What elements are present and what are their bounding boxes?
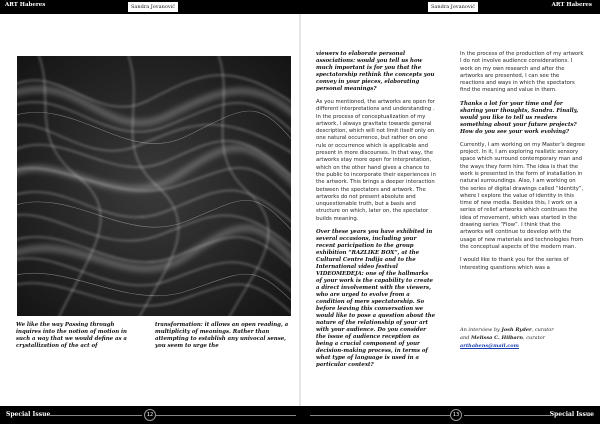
credit-line-1: An interview by Josh Ryder, curator [460, 327, 554, 333]
left-page-footer [0, 406, 300, 424]
magazine-title-left: ART Haberes [5, 2, 46, 8]
magazine-title-right: ART Haberes [551, 2, 592, 8]
footer-label-right: Special Issue [549, 411, 594, 418]
right-page-header [300, 0, 600, 14]
author-name-left: Sandra Jovanović [128, 2, 178, 12]
left-column-2 [155, 322, 290, 356]
left-page-header [0, 0, 300, 14]
footer-rule [464, 415, 550, 416]
footer-rule [156, 415, 296, 416]
answer-text: Currently, I am working on my Master’s degree project. In it, I am exploring realistic sensory space which surround contemporary man and the ways they form him. The idea is that the work is presented in the form of installation in natural surroundings. Also, I am working on the series of digital drawings called “Identity”, where I explore the value of identity in this time of new media. Besides this, I work on a series of relief artworks which continues the idea of movement, which was started in the drawing series “Flow”. I think that the artworks will continue to develop with the usage of new materials and technologies from the conceptual aspects of the modern man. [460, 141, 585, 250]
page-number-right: 13 [450, 409, 462, 421]
smoke-artwork-graphic [17, 56, 291, 316]
answer-text: I would like to thank you for the series of interesting questions which was a [460, 257, 569, 271]
page-number-left: 12 [144, 409, 156, 421]
right-page-footer [300, 406, 600, 424]
interviewer-name: Josh Ryder [501, 327, 532, 333]
interview-credits [460, 326, 590, 350]
page-gutter [299, 14, 301, 406]
author-name-right: Sandra Jovanović [428, 2, 478, 12]
question-text: viewers to elaborate personal associations: would you tell us how much important is for you that the spectatorship rethink the concepts you convey in your pieces, elaborating personal meanings? [316, 51, 435, 92]
question-text: Over these years you have exhibited in several occasions, including your recent paricipation to the group exhibition “RAZLIKE BOX”, at the Cultural Centre Inđija and to the International video festival VIDEOMEDEJA: one of the hallmarks of your work is the capability to create a direct involvement with the viewers, who are urged to evolve from a condition of mere spectatorship. So before leaving this conversation we would like to pose a question about the nature of the relationship of your art with your audience. Do you consider the issue of audience reception as being a crucial component of your decision-making process, in terms of what type of language is used in a particular context? [316, 229, 436, 369]
right-column-2 [460, 51, 585, 278]
question-text: transformation: it allows an open reading, a multiplicity of meanings. Rather than attempting to establish any univocal sense, you seem to urge the [155, 322, 289, 349]
question-text: Thanks a lot for your time and for sharing your thoughts, Sandra. Finally, would you like to tell us readers something about your future projects? How do you see your work evolving? [460, 100, 579, 135]
footer-label-left: Special Issue [6, 411, 51, 418]
footer-rule [50, 415, 142, 416]
artwork-image [17, 56, 291, 316]
email-link[interactable]: arthabens@mail.com [460, 343, 519, 349]
credit-line-2: and Melissa C. Hilbarn, curator [460, 335, 546, 341]
answer-text: In the process of the production of my artwork I do not involve audience considerations. I work on my own research and after the artworks are presented, I can see the reactions and ways in which the spectators find the meaning and value in them. [460, 51, 584, 94]
question-text: We like the way Passing through inquires into the notion of motion in such a way that we would define as a crystallization of the act of [16, 322, 127, 349]
interviewer-name: Melissa C. Hilbarn [471, 335, 524, 341]
footer-rule [310, 415, 450, 416]
left-column-1 [16, 322, 134, 356]
answer-text: As you mentioned, the artworks are open for different interpretations and understanding . In the process of conceptualization of my artwork, I always gravitate towards general description, which will not limit itself only on one natural occurrence, but rather on one rule or occurrence which is applicable and present in more discourses. In that way, the artworks stay more open for interpretation, which on the other hand gives a chance to the public to incorporate their experiences in the artwork. This brings a deeper interaction between the spectators and artwork. The artworks do not present absolute and unquestionable truth, but a basis and structure on which, later on, the spectator builds meaning. [316, 99, 436, 222]
right-column-1 [316, 51, 436, 375]
